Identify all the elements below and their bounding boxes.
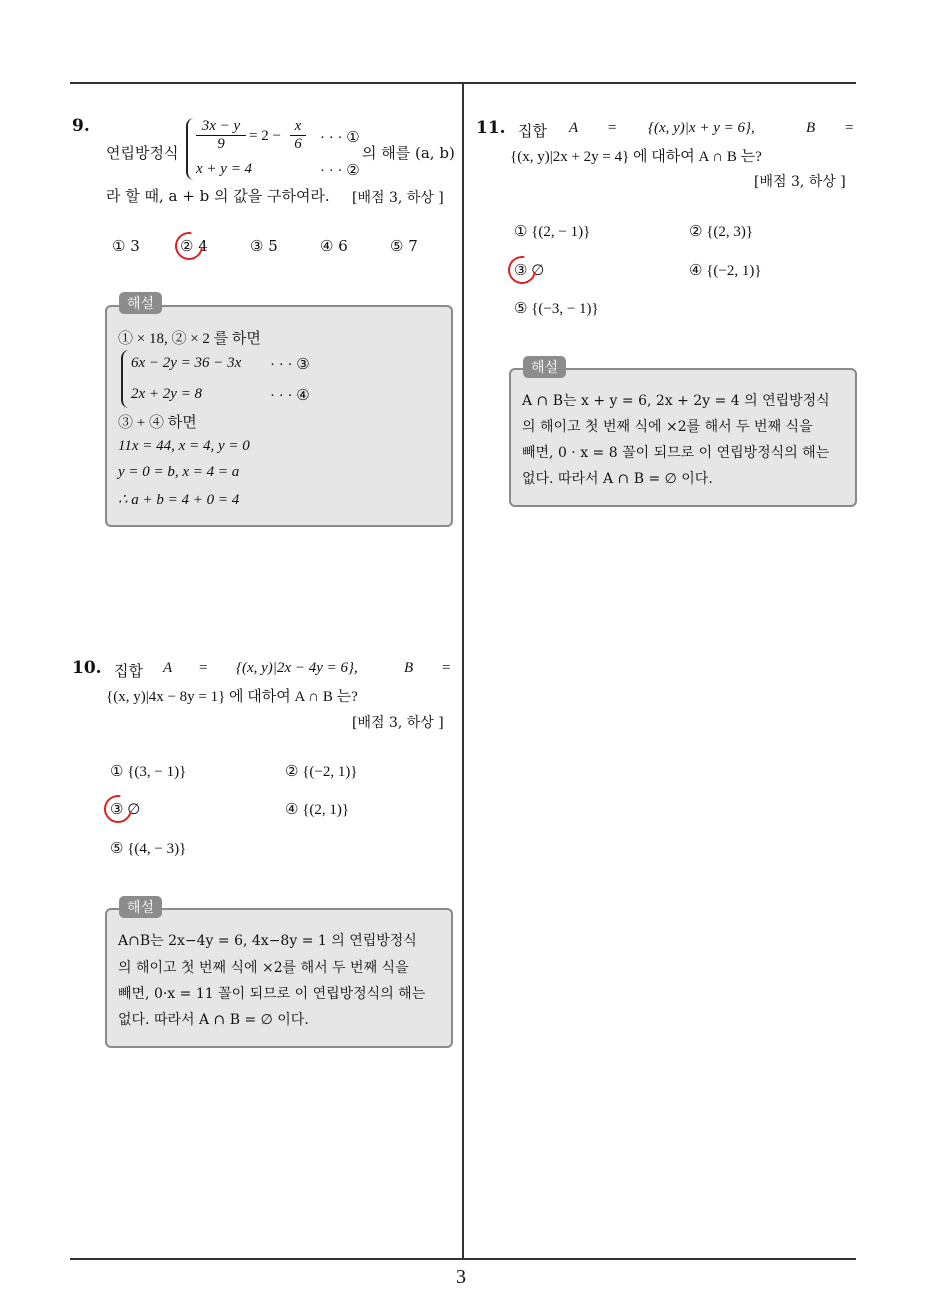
- explanation-line: 2x + 2y = 8: [131, 386, 203, 402]
- explanation-line: ∴ a + b = 4 + 0 = 4: [118, 492, 240, 508]
- fraction-numerator: 3x − y: [201, 118, 241, 134]
- explanation-line: 의 해이고 첫 번째 식에 ×2를 해서 두 번째 식을: [522, 419, 813, 435]
- choice-1[interactable]: ① {(2, − 1)}: [514, 224, 591, 240]
- explanation-line: 빼면, 0 · x = 8 꼴이 되므로 이 연립방정식의 해는: [522, 445, 830, 461]
- set-b-symbol: B: [404, 660, 414, 676]
- question-prefix: 연립방정식: [106, 144, 179, 162]
- choice-4[interactable]: ④ {(−2, 1)}: [689, 263, 762, 279]
- choice-4[interactable]: ④ {(2, 1)}: [285, 802, 350, 818]
- choice-1[interactable]: ① 3: [112, 237, 140, 255]
- explanation-line: 6x − 2y = 36 − 3x: [131, 355, 242, 371]
- answer-circle-mark: [170, 227, 209, 266]
- equation-1-right-fraction: [290, 118, 306, 153]
- equals-sign: =: [442, 660, 451, 676]
- choice-3[interactable]: ③ 5: [250, 237, 278, 255]
- choice-4[interactable]: ④ 6: [320, 237, 348, 255]
- explanation-label: 해설: [523, 356, 566, 378]
- equals-sign: =: [608, 120, 617, 136]
- question-text: 집합: [518, 122, 547, 140]
- question-number: 10.: [72, 658, 102, 678]
- set-b-symbol: B: [806, 120, 816, 136]
- equation-2-tag: · · · ②: [320, 163, 360, 179]
- points-label: [배점 3, 하상 ]: [352, 190, 444, 206]
- choice-2[interactable]: ② 4: [180, 237, 208, 255]
- system-brace: [186, 118, 194, 180]
- set-a-symbol: A: [163, 660, 173, 676]
- explanation-tag: · · · ④: [270, 388, 310, 404]
- choice-1[interactable]: ① {(3, − 1)}: [110, 764, 187, 780]
- bottom-rule: [70, 1258, 856, 1260]
- explanation-line: ① × 18, ② × 2 를 하면: [118, 331, 261, 347]
- choice-5[interactable]: ⑤ {(−3, − 1)}: [514, 301, 599, 317]
- fraction-denominator: 9: [196, 135, 246, 153]
- explanation-line: 없다. 따라서 A ∩ B = ∅ 이다.: [118, 1012, 309, 1028]
- choice-3[interactable]: ③ ∅: [110, 802, 141, 818]
- explanation-line: 11x = 44, x = 4, y = 0: [118, 438, 250, 454]
- points-label: [배점 3, 하상 ]: [352, 715, 444, 731]
- fraction-numerator: x: [294, 118, 302, 134]
- set-a-definition: {(x, y)|2x − 4y = 6},: [236, 660, 358, 676]
- equals-sign: =: [199, 660, 208, 676]
- explanation-line: ③ + ④ 하면: [118, 415, 197, 431]
- answer-circle-mark: [503, 251, 545, 290]
- choice-3[interactable]: ③ ∅: [514, 263, 545, 279]
- choice-5[interactable]: ⑤ {(4, − 3)}: [110, 841, 187, 857]
- explanation-brace: [121, 350, 129, 408]
- equation-1-fraction: [196, 118, 246, 153]
- question-number: 11.: [476, 118, 506, 138]
- explanation-line: 없다. 따라서 A ∩ B = ∅ 이다.: [522, 471, 713, 487]
- question-line-2: {(x, y)|4x − 8y = 1} 에 대하여 A ∩ B 는?: [106, 689, 358, 705]
- set-a-definition: {(x, y)|x + y = 6},: [648, 120, 755, 136]
- page-number: 3: [456, 1266, 466, 1288]
- explanation-line: A∩B는 2x−4y = 6, 4x−8y = 1 의 연립방정식: [118, 933, 417, 949]
- question-suffix: 의 해를 (a, b): [362, 144, 455, 162]
- equals-sign: =: [845, 120, 854, 136]
- question-text: 집합: [114, 662, 143, 680]
- column-divider: [462, 84, 464, 1259]
- explanation-line: A ∩ B는 x + y = 6, 2x + 2y = 4 의 연립방정식: [522, 393, 830, 409]
- equation-1-tag: · · · ①: [320, 130, 360, 146]
- set-a-symbol: A: [569, 120, 579, 136]
- question-line-2: 라 할 때, a + b 의 값을 구하여라.: [106, 187, 330, 205]
- question-line-2: {(x, y)|2x + 2y = 4} 에 대하여 A ∩ B 는?: [510, 149, 762, 165]
- equation-1-middle: = 2 −: [249, 128, 281, 144]
- fraction-denominator: 6: [290, 135, 306, 153]
- equation-2: x + y = 4: [196, 161, 253, 177]
- choice-5[interactable]: ⑤ 7: [390, 237, 418, 255]
- explanation-label: 해설: [119, 896, 162, 918]
- explanation-label: 해설: [119, 292, 162, 314]
- points-label: [배점 3, 하상 ]: [754, 174, 846, 190]
- choice-2[interactable]: ② {(2, 3)}: [689, 224, 754, 240]
- explanation-tag: · · · ③: [270, 357, 310, 373]
- explanation-line: y = 0 = b, x = 4 = a: [118, 464, 240, 480]
- explanation-line: 의 해이고 첫 번째 식에 ×2를 해서 두 번째 식을: [118, 960, 409, 976]
- choice-2[interactable]: ② {(−2, 1)}: [285, 764, 358, 780]
- explanation-line: 빼면, 0·x = 11 꼴이 되므로 이 연립방정식의 해는: [118, 986, 426, 1002]
- question-number: 9.: [72, 116, 90, 136]
- answer-circle-mark: [99, 790, 141, 829]
